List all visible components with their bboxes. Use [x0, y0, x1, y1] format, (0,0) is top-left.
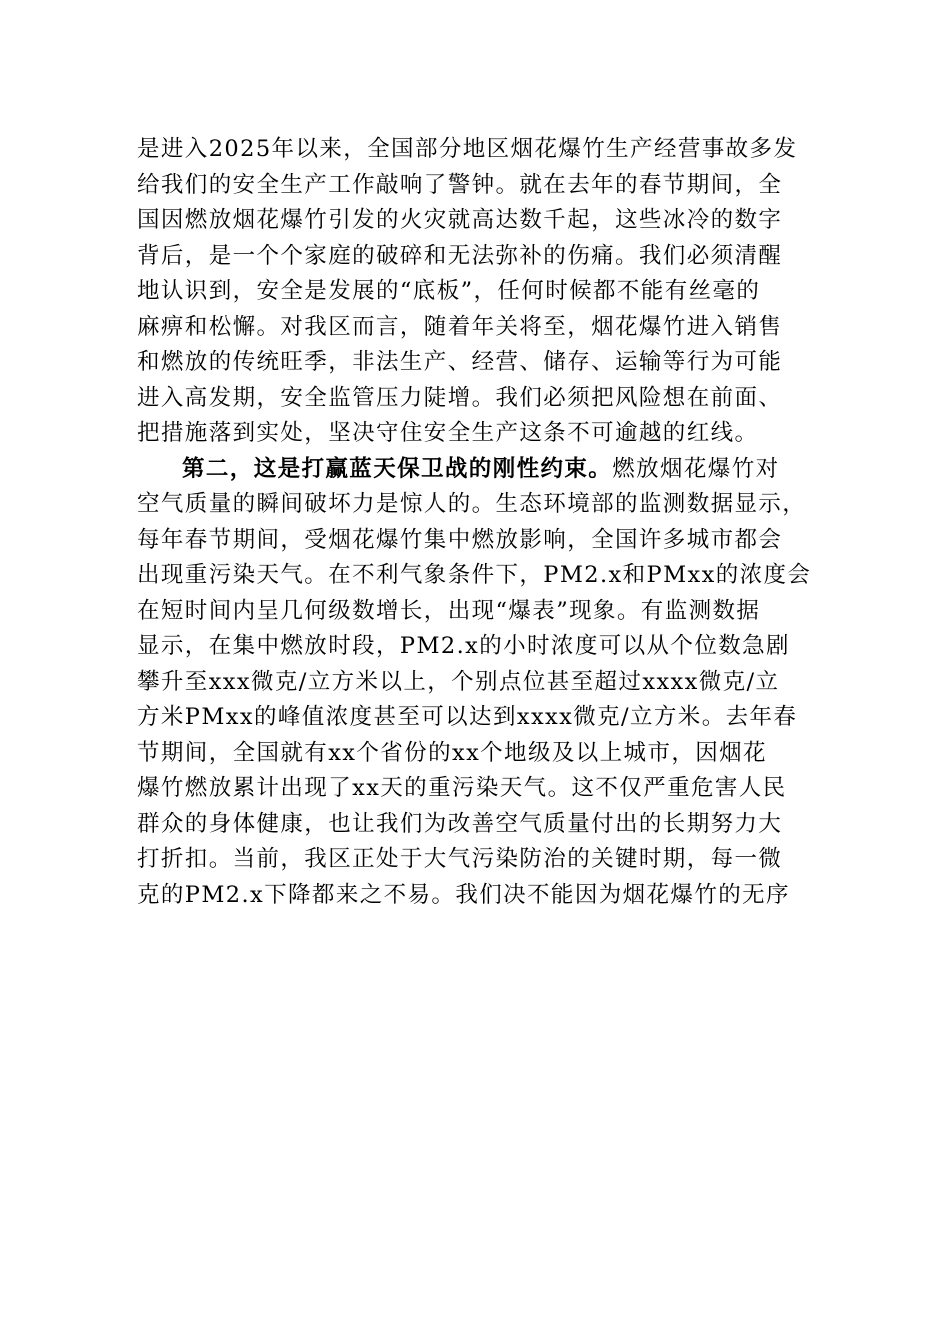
- paragraph-line: 在短时间内呈几何级数增长，出现“爆表”现象。有监测数据: [137, 597, 761, 624]
- paragraph-line: 爆竹燃放累计出现了xx天的重污染天气。这不仅严重危害人民: [137, 775, 787, 801]
- paragraph-line: 麻痹和松懈。对我区而言，随着年关将至，烟花爆竹进入销售: [137, 313, 783, 340]
- paragraph-line: 群众的身体健康，也让我们为改善空气质量付出的长期努力大: [137, 810, 783, 837]
- paragraph-line: 攀升至xxx微克/立方米以上，个别点位甚至超过xxxx微克/立: [137, 668, 780, 695]
- paragraph-line: 节期间，全国就有xx个省份的xx个地级及以上城市，因烟花: [137, 739, 767, 766]
- paragraph-line: 背后，是一个个家庭的破碎和无法弥补的伤痛。我们必须清醒: [137, 242, 783, 269]
- paragraph-line: 每年春节期间，受烟花爆竹集中燃放影响，全国许多城市都会: [137, 526, 783, 553]
- paragraph-line: 是进入2025年以来，全国部分地区烟花爆竹生产经营事故多发: [137, 136, 798, 162]
- body-text: [137, 132, 837, 913]
- paragraph-line: 把措施落到实处，坚决守住安全生产这条不可逾越的红线。: [137, 420, 759, 446]
- paragraph-line: 方米PMxx的峰值浓度甚至可以达到xxxx微克/立方米。去年春: [137, 704, 798, 730]
- paragraph-line: 给我们的安全生产工作敲响了警钟。就在去年的春节期间，全: [137, 171, 783, 198]
- paragraph-2: [137, 452, 837, 914]
- paragraph-line: 空气质量的瞬间破坏力是惊人的。生态环境部的监测数据显示，: [137, 491, 807, 517]
- paragraph-line: 显示，在集中燃放时段，PM2.x的小时浓度可以从个位数急剧: [137, 633, 790, 659]
- paragraph-heading: 第二，这是打赢蓝天保卫战的刚性约束。: [182, 455, 613, 482]
- paragraph-1: [137, 132, 837, 452]
- paragraph-line: 进入高发期，安全监管压力陡增。我们必须把风险想在前面、: [137, 384, 783, 411]
- paragraph-first-line: [137, 452, 837, 488]
- paragraph-line: 打折扣。当前，我区正处于大气污染防治的关键时期，每一微: [137, 846, 783, 872]
- paragraph-line-rest: 燃放烟花爆竹对: [612, 455, 780, 482]
- paragraph-line: 地认识到，安全是发展的“底板”，任何时候都不能有丝毫的: [137, 278, 761, 304]
- paragraph-line: 克的PM2.x下降都来之不易。我们决不能因为烟花爆竹的无序: [137, 881, 790, 908]
- paragraph-line: 和燃放的传统旺季，非法生产、经营、储存、运输等行为可能: [137, 349, 783, 375]
- paragraph-line: 出现重污染天气。在不利气象条件下，PM2.x和PMxx的浓度会: [137, 562, 812, 588]
- paragraph-line: 国因燃放烟花爆竹引发的火灾就高达数千起，这些冰冷的数字: [137, 207, 783, 233]
